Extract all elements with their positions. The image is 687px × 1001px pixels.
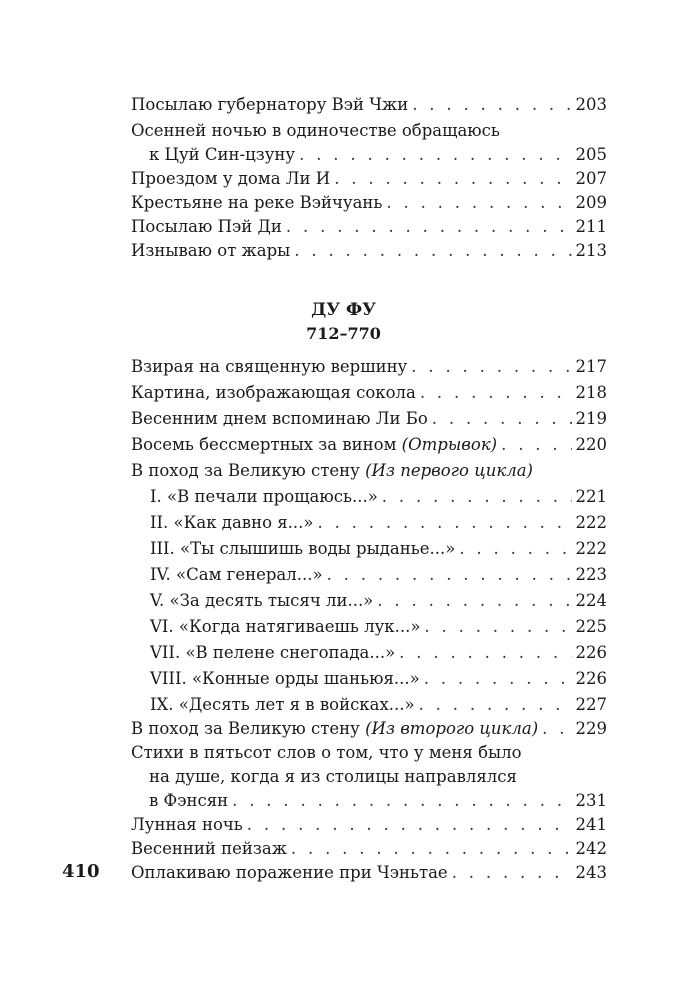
- toc-entry[interactable]: [0, 354, 687, 380]
- toc-entry-page: 222: [575, 539, 607, 558]
- toc-entry-page: 223: [575, 565, 607, 584]
- toc-entry-title: V. «За десять тысяч ли...»: [150, 591, 374, 610]
- toc-dot-leader: [334, 166, 571, 192]
- page-number: 410: [62, 861, 100, 882]
- toc-entry-title-line1: Стихи в пятьсот слов о том, что у меня было: [131, 743, 522, 762]
- toc-entry-title: к Цуй Син-цзуну: [149, 145, 296, 164]
- toc-dot-leader: [459, 536, 571, 562]
- toc-dot-leader: [420, 380, 572, 406]
- toc-dot-leader: [291, 836, 572, 862]
- toc-entry-page: 241: [575, 815, 607, 834]
- toc-entry-title-line2: на душе, когда я из столицы направлялся: [149, 767, 517, 786]
- toc-dot-leader: [294, 238, 571, 264]
- toc-entry-page: 222: [575, 513, 607, 532]
- toc-dot-leader: [386, 190, 571, 216]
- toc-dot-leader: [318, 510, 572, 536]
- toc-dot-leader: [399, 640, 571, 666]
- toc-entry[interactable]: [0, 836, 687, 862]
- toc-subentry[interactable]: [0, 536, 687, 562]
- toc-entry-title: IV. «Сам генерал...»: [150, 565, 323, 584]
- toc-entry-page: 207: [575, 169, 607, 188]
- toc-entry-page: 229: [575, 719, 607, 738]
- toc-entry-note: (Из первого цикла): [365, 461, 533, 480]
- author-name-heading: ДУ ФУ: [311, 300, 376, 320]
- toc-entry-title: Крестьяне на реке Вэйчуань: [131, 193, 383, 212]
- toc-entry-page: 220: [575, 435, 607, 454]
- toc-entry-title: Посылаю губернатору Вэй Чжи: [131, 95, 409, 114]
- toc-entry[interactable]: [0, 238, 687, 264]
- toc-entry[interactable]: [0, 788, 687, 814]
- toc-entry-page: 211: [575, 217, 607, 236]
- toc-dot-leader: [327, 562, 572, 588]
- toc-dot-leader: [377, 588, 571, 614]
- toc-entry[interactable]: [0, 716, 687, 742]
- toc-entry-title: в Фэнсян: [149, 791, 229, 810]
- toc-entry-page: 219: [575, 409, 607, 428]
- toc-dot-leader: [501, 432, 571, 458]
- toc-dot-leader: [299, 142, 571, 168]
- toc-dot-leader: [382, 484, 572, 510]
- toc-entry-note: (Отрывок): [401, 435, 498, 454]
- toc-entry-title: Весенний пейзаж: [131, 839, 287, 858]
- toc-entry-title: Проездом у дома Ли И: [131, 169, 331, 188]
- author-years: 712–770: [306, 324, 381, 343]
- toc-entry-note: (Из второго цикла): [365, 719, 539, 738]
- toc-dot-leader: [432, 406, 572, 432]
- toc-dot-leader: [412, 92, 571, 118]
- toc-entry-title: Оплакиваю поражение при Чэньтае: [131, 863, 448, 882]
- toc-entry-page: 226: [575, 669, 607, 688]
- toc-entry-title: VIII. «Конные орды шаньюя...»: [150, 669, 420, 688]
- toc-dot-leader: [452, 860, 572, 886]
- toc-entry-page: 226: [575, 643, 607, 662]
- toc-dot-leader: [232, 788, 571, 814]
- toc-entry[interactable]: [0, 190, 687, 216]
- toc-entry-page: 209: [575, 193, 607, 212]
- toc-entry[interactable]: [0, 380, 687, 406]
- toc-entry-page: 205: [575, 145, 607, 164]
- toc-cycle-header: [131, 458, 533, 484]
- toc-entry-page: 217: [575, 357, 607, 376]
- toc-entry-page: 243: [575, 863, 607, 882]
- toc-entry-title: Посылаю Пэй Ди: [131, 217, 282, 236]
- toc-entry-title: В поход за Великую стену: [131, 719, 360, 738]
- toc-subentry[interactable]: [0, 692, 687, 718]
- toc-entry-title: Картина, изображающая сокола: [131, 383, 416, 402]
- toc-entry[interactable]: [0, 92, 687, 118]
- toc-entry-page: 227: [575, 695, 607, 714]
- toc-entry-title: Изнываю от жары: [131, 241, 291, 260]
- toc-entry[interactable]: [0, 166, 687, 192]
- toc-dot-leader: [286, 214, 572, 240]
- toc-entry[interactable]: [0, 214, 687, 240]
- toc-entry[interactable]: [0, 860, 687, 886]
- toc-dot-leader: [247, 812, 572, 838]
- toc-entry-page: 218: [575, 383, 607, 402]
- toc-entry-title: Взирая на священную вершину: [131, 357, 408, 376]
- toc-dot-leader: [424, 666, 572, 692]
- toc-entry-title: Лунная ночь: [131, 815, 243, 834]
- toc-subentry[interactable]: [0, 484, 687, 510]
- toc-entry-title: VI. «Когда натягиваешь лук...»: [150, 617, 421, 636]
- toc-entry-title: III. «Ты слышишь воды рыданье...»: [150, 539, 456, 558]
- toc-entry[interactable]: [0, 812, 687, 838]
- toc-entry[interactable]: [0, 406, 687, 432]
- toc-entry-page: 221: [575, 487, 607, 506]
- toc-entry-page: 231: [575, 791, 607, 810]
- toc-entry-title: I. «В печали прощаюсь...»: [150, 487, 378, 506]
- toc-subentry[interactable]: [0, 588, 687, 614]
- toc-entry-title: Восемь бессмертных за вином: [131, 435, 397, 454]
- toc-entry-page: 225: [575, 617, 607, 636]
- toc-subentry[interactable]: [0, 666, 687, 692]
- toc-subentry[interactable]: [0, 562, 687, 588]
- toc-entry-page: 242: [575, 839, 607, 858]
- toc-dot-leader: [419, 692, 572, 718]
- toc-subentry[interactable]: [0, 640, 687, 666]
- toc-subentry[interactable]: [0, 614, 687, 640]
- toc-entry-page: 203: [575, 95, 607, 114]
- toc-subentry[interactable]: [0, 510, 687, 536]
- toc-entry-title: IX. «Десять лет я в войсках...»: [150, 695, 415, 714]
- toc-entry-title: II. «Как давно я...»: [150, 513, 314, 532]
- toc-entry-page: 224: [575, 591, 607, 610]
- toc-entry-title-line1: Осенней ночью в одиночестве обращаюсь: [131, 121, 500, 140]
- toc-entry[interactable]: [0, 432, 687, 458]
- toc-entry-title: В поход за Великую стену: [131, 461, 360, 480]
- toc-dot-leader: [542, 716, 571, 742]
- toc-dot-leader: [424, 614, 571, 640]
- toc-entry-title: VII. «В пелене снегопада...»: [150, 643, 396, 662]
- toc-entry-title: Весенним днем вспоминаю Ли Бо: [131, 409, 428, 428]
- toc-dot-leader: [411, 354, 571, 380]
- toc-entry-page: 213: [575, 241, 607, 260]
- toc-entry[interactable]: [0, 142, 687, 168]
